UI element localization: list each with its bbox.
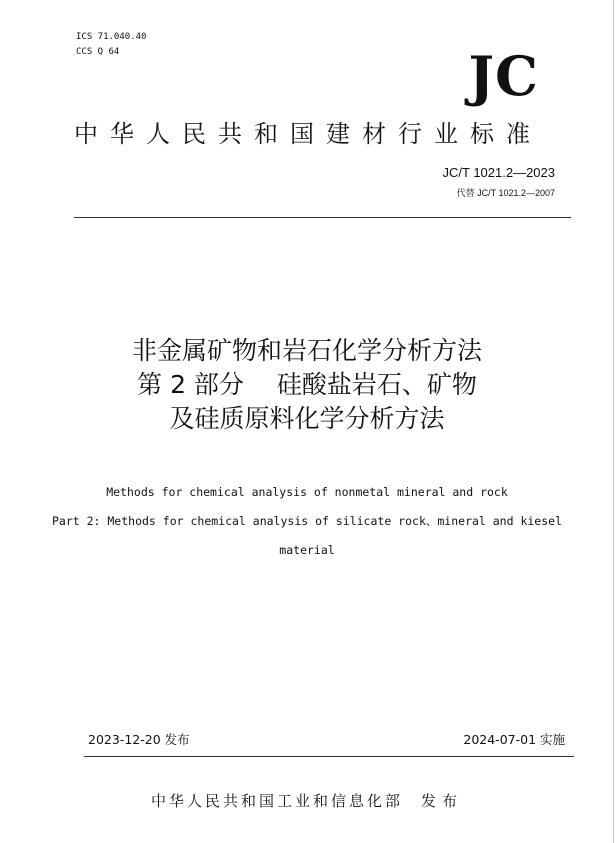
chinese-title [0, 334, 614, 436]
top-divider [74, 217, 571, 218]
publisher-name: 中华人民共和国工业和信息化部 [150, 792, 403, 810]
english-title-line-3: material [279, 543, 335, 557]
ccs-code: CCS Q 64 [76, 47, 120, 57]
publisher-line [0, 790, 614, 811]
english-title-line-2: Part 2: Methods for chemical analysis of silicate rock、mineral and kiesel [52, 514, 562, 528]
bottom-divider [84, 756, 574, 757]
publisher-suffix: 发布 [421, 792, 464, 810]
jc-logo: JC [468, 44, 539, 108]
english-title-line-1: Methods for chemical analysis of nonmetal mineral and rock [106, 485, 508, 499]
chinese-title-line-1: 非金属矿物和岩石化学分析方法 [131, 336, 482, 365]
chinese-title-line-2: 第 2 部分 硅酸盐岩石、矿物 [137, 370, 477, 399]
standard-number: JC/T 1021.2—2023 [442, 165, 555, 180]
implementation-date: 2024-07-01 实施 [463, 732, 565, 747]
issue-date: 2023-12-20 发布 [88, 732, 190, 747]
classification-codes [76, 30, 146, 60]
chinese-title-line-3: 及硅质原料化学分析方法 [169, 404, 445, 433]
ics-code: ICS 71.040.40 [76, 32, 147, 42]
replaces-standard: 代替 JC/T 1021.2—2007 [456, 188, 555, 198]
english-title [0, 478, 614, 565]
standard-category: 中华人民共和国建材行业标准 [74, 120, 542, 148]
